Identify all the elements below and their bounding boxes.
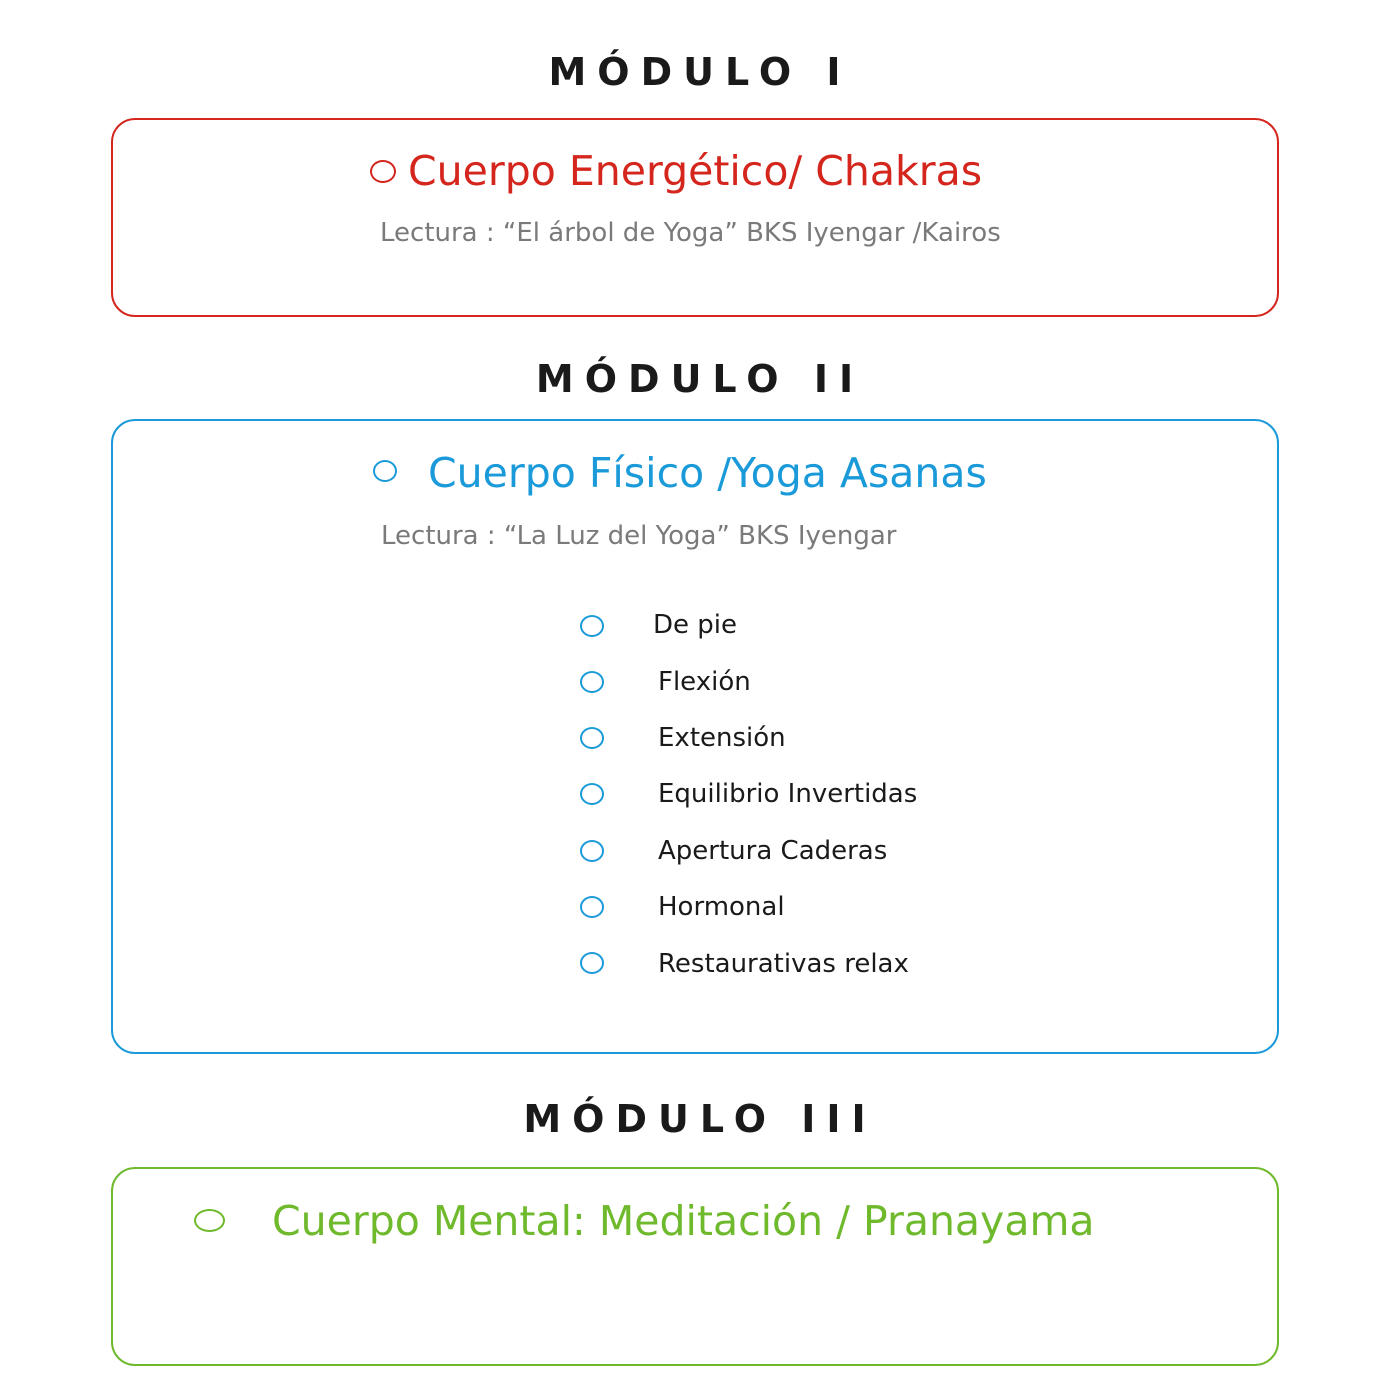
circle-bullet-icon (580, 896, 604, 918)
circle-bullet-icon (580, 727, 604, 749)
circle-bullet-icon (580, 615, 604, 637)
circle-bullet-icon (580, 952, 604, 974)
circle-bullet-icon (580, 783, 604, 805)
circle-bullet-icon (580, 671, 604, 693)
circle-bullet-icon (580, 840, 604, 862)
module-3-title: MÓDULO III (523, 1097, 877, 1141)
list-item: Restaurativas relax (658, 949, 909, 979)
list-item: Equilibrio Invertidas (658, 779, 918, 809)
list-item: De pie (653, 610, 738, 640)
module-2-reading: Lectura : “La Luz del Yoga” BKS Iyengar (381, 521, 897, 551)
list-item: Hormonal (658, 892, 785, 922)
module-2-title: MÓDULO II (535, 357, 865, 401)
list-item: Extensión (658, 723, 786, 753)
module-1-title: MÓDULO I (548, 50, 852, 94)
list-item: Apertura Caderas (658, 836, 888, 866)
module-2-heading: Cuerpo Físico /Yoga Asanas (428, 449, 987, 497)
list-item: Flexión (658, 667, 751, 697)
module-3-heading: Cuerpo Mental: Meditación / Pranayama (272, 1197, 1095, 1245)
module-1-heading: Cuerpo Energético/ Chakras (408, 147, 983, 195)
circle-bullet-icon (194, 1209, 225, 1232)
module-1-reading: Lectura : “El árbol de Yoga” BKS Iyengar /Kairos (380, 218, 1001, 248)
circle-bullet-icon (370, 160, 396, 183)
circle-bullet-icon (373, 460, 397, 482)
